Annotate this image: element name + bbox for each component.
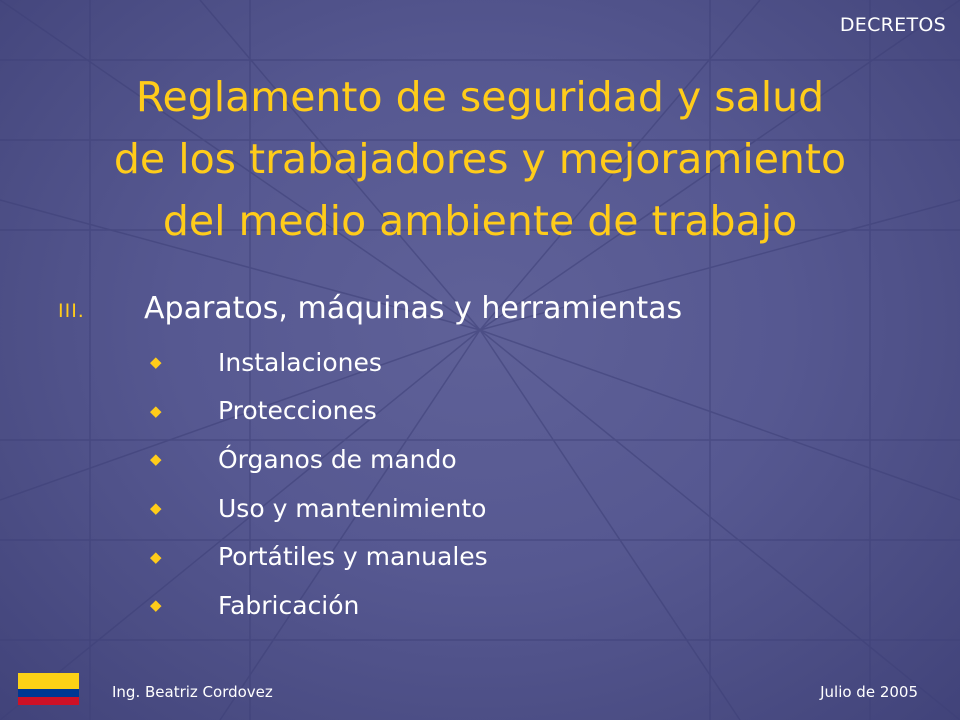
list-item: [148, 338, 488, 387]
diamond-bullet-icon: ◆: [150, 547, 162, 566]
section-number: III.: [58, 300, 85, 322]
slide-title: [30, 66, 930, 252]
list-item: [148, 387, 488, 436]
flag-stripe-blue: [18, 689, 79, 697]
section-label: DECRETOS: [839, 14, 946, 36]
list-item: [148, 581, 488, 630]
item-list: [148, 338, 488, 630]
list-item-text: Protecciones: [218, 396, 377, 426]
title-line-2: de los trabajadores y mejoramiento: [113, 135, 847, 183]
list-item-text: Instalaciones: [218, 347, 382, 377]
diamond-bullet-icon: ◆: [150, 450, 162, 469]
flag-stripe-red: [18, 697, 79, 705]
list-item: [148, 435, 488, 484]
list-item-text: Portátiles y manuales: [218, 542, 488, 572]
list-item-text: Uso y mantenimiento: [218, 493, 487, 523]
list-item: [148, 484, 488, 533]
section-heading-text: Aparatos, máquinas y herramientas: [144, 290, 683, 326]
section-heading: [58, 286, 682, 330]
diamond-bullet-icon: ◆: [150, 499, 162, 518]
list-item-text: Órganos de mando: [218, 444, 457, 474]
list-item-text: Fabricación: [218, 590, 360, 620]
list-item: [148, 532, 488, 581]
title-line-1: Reglamento de seguridad y salud: [135, 73, 825, 121]
colombia-flag-icon: [18, 673, 79, 705]
footer-author: Ing. Beatriz Cordovez: [112, 683, 273, 701]
diamond-bullet-icon: ◆: [150, 596, 162, 615]
diamond-bullet-icon: ◆: [150, 401, 162, 420]
diamond-bullet-icon: ◆: [150, 353, 162, 372]
flag-stripe-yellow: [18, 673, 79, 689]
footer-date: Julio de 2005: [820, 683, 918, 701]
title-line-3: del medio ambiente de trabajo: [162, 197, 798, 245]
